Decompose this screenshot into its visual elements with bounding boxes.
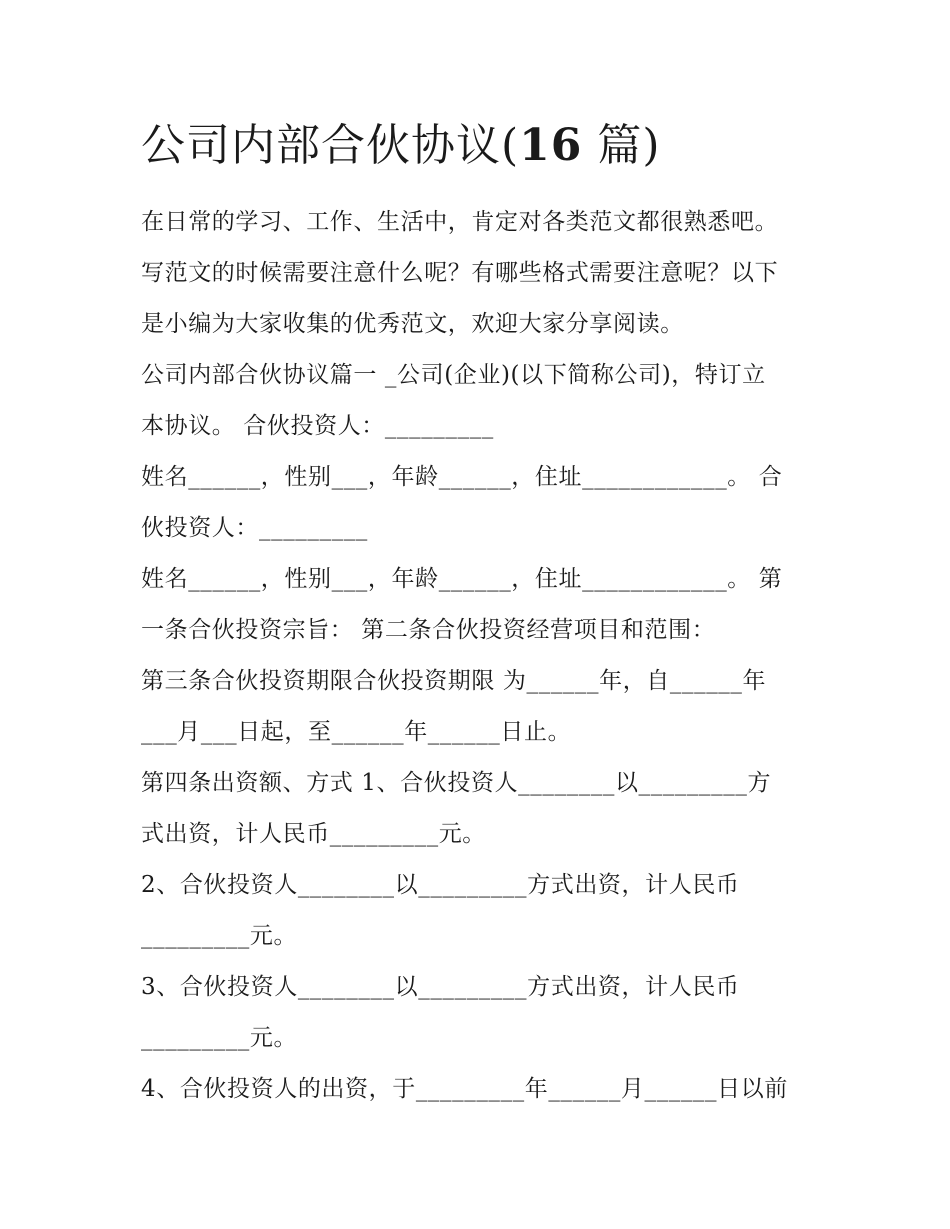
text-line: 第四条出资额、方式 1、合伙投资人________以_________方	[141, 770, 772, 796]
title-count-number: 16	[519, 120, 583, 171]
text-line: 一条合伙投资宗旨： 第二条合伙投资经营项目和范围：	[141, 617, 716, 643]
text-line: 姓名______，性别___，年龄______，住址____________。 第	[141, 566, 783, 592]
text-line: 第三条合伙投资期限合伙投资期限 为______年，自______年	[141, 668, 767, 694]
text-line: 写范文的时候需要注意什么呢？有哪些格式需要注意呢？以下	[141, 260, 779, 286]
text-line: _________元。	[141, 923, 298, 949]
document-body	[141, 197, 813, 1115]
text-line: 式出资，计人民币_________元。	[141, 821, 486, 847]
text-line: 在日常的学习、工作、生活中，肯定对各类范文都很熟悉吧。	[141, 209, 779, 235]
title-end-text: 篇)	[582, 120, 661, 171]
text-line: 本协议。 合伙投资人：_________	[141, 413, 494, 439]
text-line: 是小编为大家收集的优秀范文，欢迎大家分享阅读。	[141, 311, 684, 337]
document-title	[141, 116, 661, 176]
text-line: 公司内部合伙协议篇一 _公司(企业)(以下简称公司)，特订立	[141, 362, 766, 388]
text-line: 2、合伙投资人________以_________方式出资，计人民币	[141, 872, 740, 898]
text-line: 姓名______，性别___，年龄______，住址____________。 合	[141, 464, 783, 490]
text-line: _________元。	[141, 1025, 298, 1051]
title-main-text: 公司内部合伙协议(	[141, 120, 520, 171]
text-line: ___月___日起，至______年______日止。	[141, 719, 572, 745]
text-line: 4、合伙投资人的出资，于_________年______月______日以前	[141, 1076, 788, 1102]
text-line: 伙投资人：_________	[141, 515, 368, 541]
text-line: 3、合伙投资人________以_________方式出资，计人民币	[141, 974, 740, 1000]
